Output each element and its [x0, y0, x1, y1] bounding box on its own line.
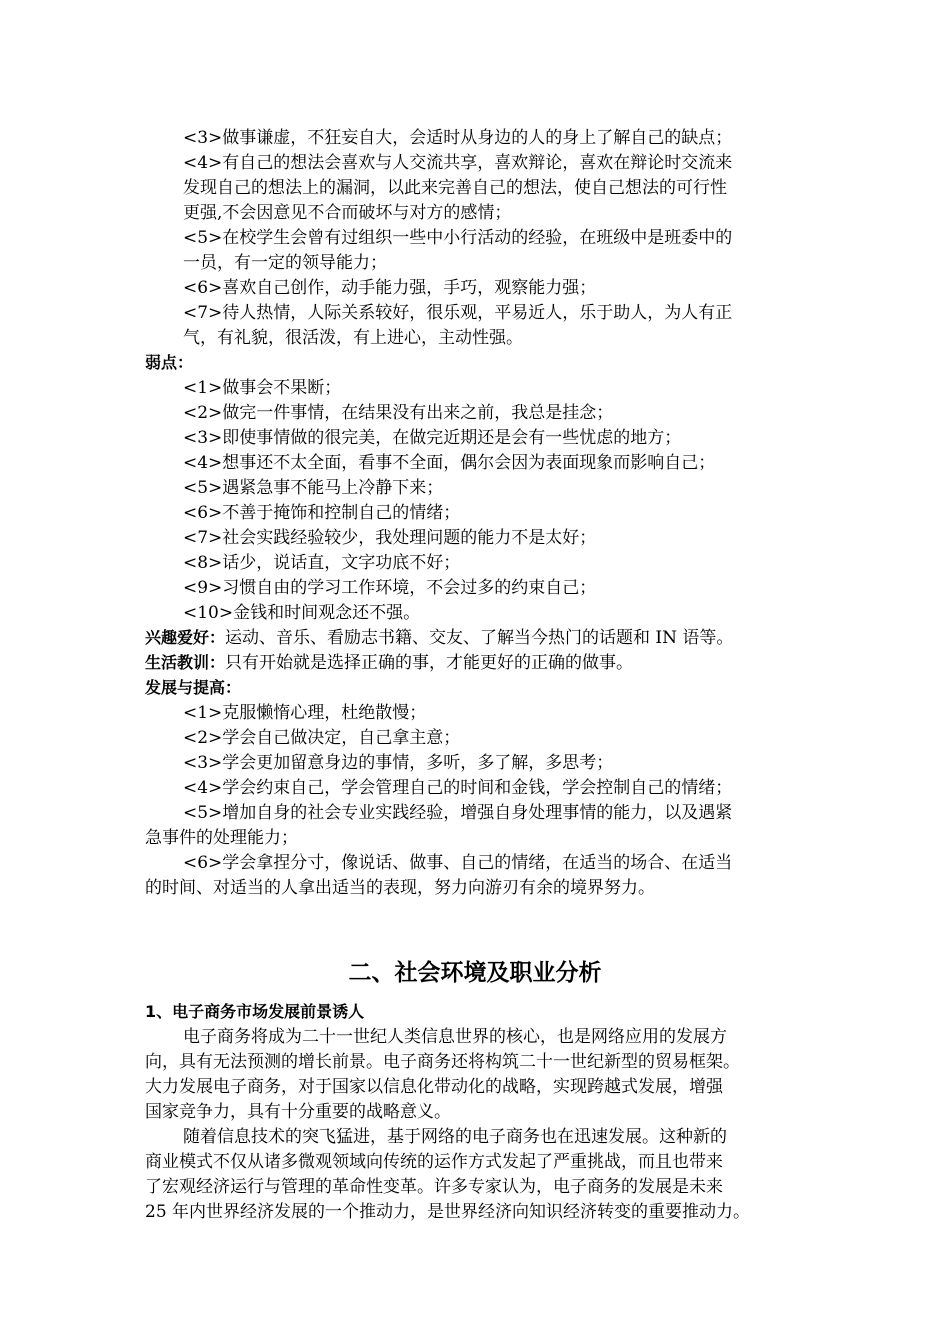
hobbies-label: 兴趣爱好： [145, 628, 226, 647]
paragraph-line: 了宏观经济运行与管理的革命性变革。许多专家认为，电子商务的发展是未来 [145, 1177, 723, 1197]
paragraph-line: 电子商务将成为二十一世纪人类信息世界的核心，也是网络应用的发展方 [183, 1027, 727, 1047]
weakness-item: <9>习惯自由的学习工作环境，不会过多的约束自己； [183, 578, 597, 598]
development-item: <3>学会更加留意身边的事情，多听，多了解，多思考； [183, 753, 614, 773]
strength-item: <7>待人热情，人际关系较好，很乐观，平易近人，乐于助人，为人有正 [183, 303, 733, 323]
paragraph-line: 25 年内世界经济发展的一个推动力，是世界经济向知识经济转变的重要推动力。 [145, 1202, 751, 1222]
weakness-item: <2>做完一件事情，在结果没有出来之前，我总是挂念； [183, 403, 614, 423]
development-item: <5>增加自身的社会专业实践经验，增强自身处理事情的能力，以及遇紧 [183, 803, 733, 823]
strength-item: <6>喜欢自己创作，动手能力强，手巧，观察能力强； [183, 278, 597, 298]
development-heading: 发展与提高： [145, 678, 242, 697]
weakness-heading: 弱点： [145, 353, 194, 372]
development-item-cont: 急事件的处理能力； [145, 828, 298, 848]
paragraph-line: 向，具有无法预测的增长前景。电子商务还将构筑二十一世纪新型的贸易框架。 [145, 1052, 740, 1072]
lesson-line [145, 651, 633, 675]
weakness-item: <6>不善于掩饰和控制自己的情绪； [183, 503, 461, 523]
hobbies-text: 运动、音乐、看励志书籍、交友、了解当今热门的话题和 IN 语等。 [225, 628, 734, 648]
weakness-item: <10>金钱和时间观念还不强。 [183, 603, 421, 623]
strength-item-cont: 气，有礼貌，很活泼，有上进心，主动性强。 [183, 328, 523, 348]
development-item-cont: 的时间、对适当的人拿出适当的表现，努力向游刃有余的境界努力。 [145, 878, 655, 898]
weakness-item: <3>即使事情做的很完美，在做完近期还是会有一些忧虑的地方； [183, 428, 682, 448]
subsection-heading: 1、电子商务市场发展前景诱人 [145, 1002, 365, 1021]
development-item: <6>学会拿捏分寸，像说话、做事、自己的情绪，在适当的场合、在适当 [183, 853, 733, 873]
paragraph-line: 随着信息技术的突飞猛进，基于网络的电子商务也在迅速发展。这种新的 [183, 1127, 727, 1147]
development-item: <4>学会约束自己，学会管理自己的时间和金钱，学会控制自己的情绪； [183, 778, 733, 798]
strength-item-cont: 发现自己的想法上的漏洞，以此来完善自己的想法，使自己想法的可行性 [183, 178, 727, 198]
weakness-item: <4>想事还不太全面，看事不全面，偶尔会因为表面现象而影响自己； [183, 453, 716, 473]
strength-item: <3>做事谦虚，不狂妄自大，会适时从身边的人的身上了解自己的缺点； [183, 128, 733, 148]
development-item: <2>学会自己做决定，自己拿主意； [183, 728, 461, 748]
hobbies-line [145, 626, 733, 650]
strength-item-cont: 一员，有一定的领导能力； [183, 253, 387, 273]
strength-item: <5>在校学生会曾有过组织一些中小行活动的经验，在班级中是班委中的 [183, 228, 733, 248]
weakness-item: <7>社会实践经验较少，我处理问题的能力不是太好； [183, 528, 597, 548]
paragraph-line: 大力发展电子商务，对于国家以信息化带动化的战略，实现跨越式发展，增强 [145, 1077, 723, 1097]
paragraph-line: 国家竞争力，具有十分重要的战略意义。 [145, 1102, 451, 1122]
weakness-item: <8>话少，说话直，文字功底不好； [183, 553, 461, 573]
lesson-label: 生活教训： [145, 653, 226, 672]
lesson-text: 只有开始就是选择正确的事，才能更好的正确的做事。 [225, 653, 634, 673]
weakness-item: <1>做事会不果断； [183, 378, 342, 398]
strength-item: <4>有自己的想法会喜欢与人交流共享，喜欢辩论，喜欢在辩论时交流来 [183, 153, 733, 173]
strength-item-cont: 更强,不会因意见不合而破坏与对方的感情； [183, 203, 512, 223]
development-item: <1>克服懒惰心理，杜绝散慢； [183, 703, 427, 723]
section-title: 二、社会环境及职业分析 [348, 960, 602, 986]
weakness-item: <5>遇紧急事不能马上冷静下来； [183, 478, 444, 498]
paragraph-line: 商业模式不仅从诸多微观领域向传统的运作方式发起了严重挑战，而且也带来 [145, 1152, 723, 1172]
